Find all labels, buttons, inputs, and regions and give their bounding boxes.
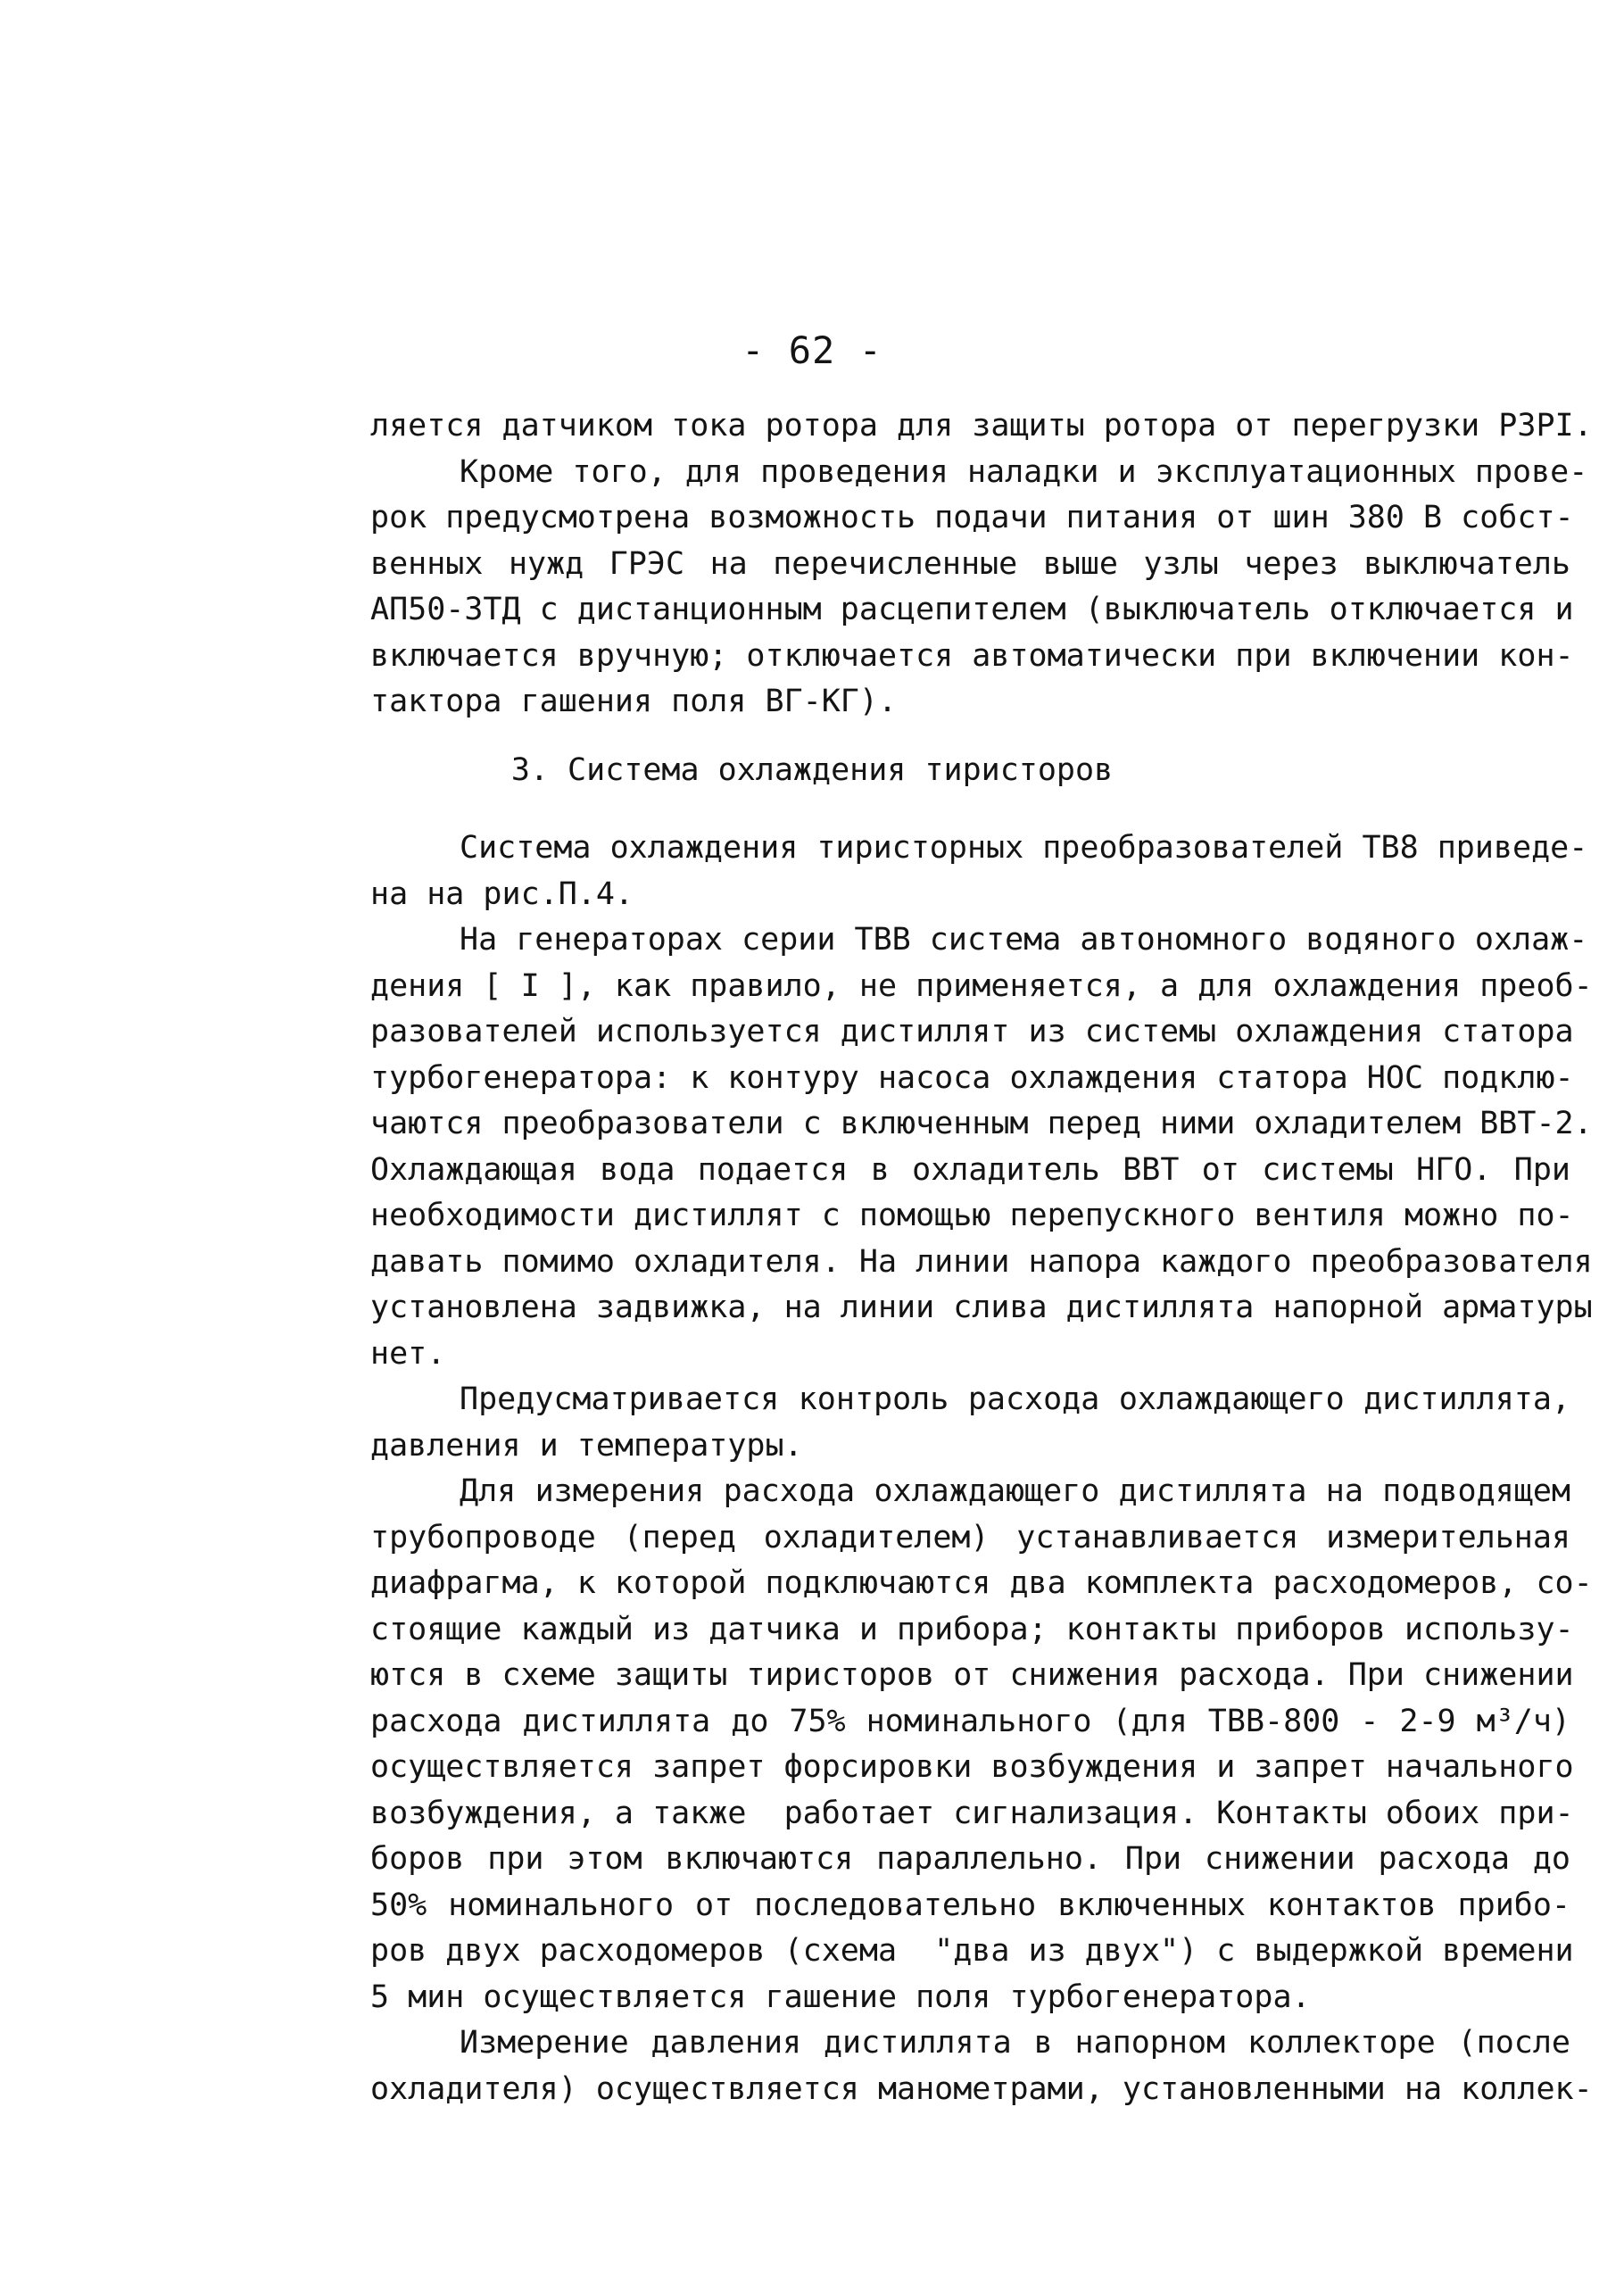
text-line: возбуждения, а также работает сигнализация. Контакты обоих при- (370, 1795, 1574, 1831)
text-line: ются в схеме защиты тиристоров от снижения расхода. При снижении (370, 1657, 1574, 1693)
text-line: тактора гашения поля ВГ-КГ). (370, 684, 898, 719)
text-line: Кроме того, для проведения наладки и эксплуатационных прове- (460, 453, 1588, 490)
main-text-block (370, 825, 1593, 2112)
text-line: необходимости дистиллят с помощью перепускного вентиля можно по- (370, 1198, 1574, 1233)
section-heading: 3. Система охлаждения тиристоров (510, 752, 1114, 788)
text-line: осуществляется запрет форсировки возбуждения и запрет начального (370, 1749, 1574, 1785)
text-line: давать помимо охладителя. На линии напора каждого преобразователя (370, 1243, 1593, 1280)
text-line: Предусматривается контроль расхода охлаждающего дистиллята, (460, 1381, 1570, 1417)
text-line: венных нужд ГРЭС на перечисленные выше узлы через выключатель (370, 545, 1570, 582)
text-line: на на рис.П.4. (370, 875, 634, 912)
text-line: давления и температуры. (370, 1427, 803, 1464)
paragraph (370, 1377, 1570, 1469)
text-line: 5 мин осуществляется гашение поля турбогенератора. (370, 1979, 1311, 2015)
text-line: дения [ I ], как правило, не применяется, а для охлаждения преоб- (370, 967, 1593, 1004)
text-line: На генераторах серии ТВВ система автономного водяного охлаж- (460, 922, 1588, 958)
text-line: ляется датчиком тока ротора для защиты ротора от перегрузки РЗРI. (370, 408, 1593, 444)
text-line: чаются преобразователи с включенным перед ними охладителем ВВТ-2. (370, 1106, 1593, 1141)
text-line: разователей используется дистиллят из системы охлаждения статора (370, 1014, 1574, 1049)
text-line: охладителя) осуществляется манометрами, установленными на коллек- (370, 2070, 1593, 2107)
text-line: Для измерения расхода охлаждающего дистиллята на подводящем (460, 1473, 1570, 1509)
page-number: - 62 - (742, 328, 882, 372)
paragraph (370, 2020, 1593, 2112)
text-line: боров при этом включаются параллельно. При снижении расхода до (370, 1841, 1570, 1877)
text-line: стоящие каждый из датчика и прибора; контакты приборов использу- (370, 1611, 1574, 1647)
paragraph (370, 917, 1593, 1377)
text-line: расхода дистиллята до 75% номинального (для ТВВ-800 - 2-9 м³/ч) (370, 1703, 1570, 1739)
text-line: Измерение давления дистиллята в напорном коллекторе (после (460, 2025, 1570, 2061)
text-line: трубопроводе (перед охладителем) устанавливается измерительная (370, 1519, 1570, 1555)
text-line: установлена задвижка, на линии слива дистиллята напорной арматуры (370, 1290, 1593, 1325)
text-line: Система охлаждения тиристорных преобразователей ТВ8 приведе- (460, 830, 1588, 866)
text-line: турбогенератора: к контуру насоса охлаждения статора НОС подклю- (370, 1059, 1574, 1096)
paragraph (370, 1469, 1593, 2020)
text-line: рок предусмотрена возможность подачи питания от шин 380 В собст- (370, 500, 1574, 535)
text-line: АП50-3ТД с дистанционным расцепителем (выключатель отключается и (370, 592, 1574, 627)
text-line: 50% номинального от последовательно включенных контактов прибо- (370, 1887, 1570, 1923)
text-line: диафрагма, к которой подключаются два комплекта расходомеров, со- (370, 1565, 1593, 1601)
text-line: Охлаждающая вода подается в охладитель ВВТ от системы НГО. При (370, 1151, 1570, 1188)
text-line: нет. (370, 1335, 446, 1372)
text-line: ров двух расходомеров (схема "два из двух") с выдержкой времени (370, 1933, 1574, 1969)
paragraph (370, 825, 1588, 917)
intro-text-block (370, 403, 1593, 726)
text-line: включается вручную; отключается автоматически при включении кон- (370, 637, 1574, 674)
